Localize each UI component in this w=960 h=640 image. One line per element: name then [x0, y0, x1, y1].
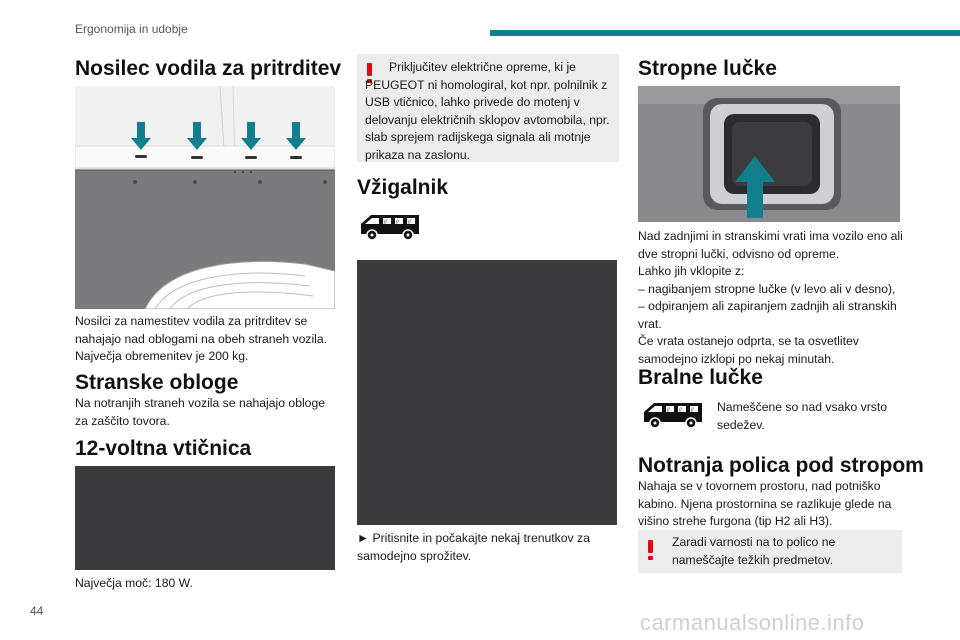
section-title-side-panels: Stranske obloge — [75, 371, 239, 394]
rail-brackets-text: Nosilci za namestitev vodila za pritrditev se nahajajo nad oblogami na obeh straneh vozila. Največja obremenitev je 200 kg. — [75, 314, 328, 363]
svg-text://: // — [667, 407, 670, 414]
warning-box-electrical — [357, 54, 619, 162]
12v-socket-text: Največja moč: 180 W. — [75, 576, 193, 590]
lighter-instruction-text: ► Pritisnite in počakajte nekaj trenutkov za samodejno sprožitev. — [357, 531, 590, 563]
svg-text://: // — [408, 219, 411, 226]
warning-shelf-text: Zaradi varnosti na to polico ne nameščajte težkih predmetov. — [672, 535, 836, 567]
svg-text://: // — [679, 407, 682, 414]
side-panels-text: Na notranjih straneh vozila se nahajajo obloge za zaščito tovora. — [75, 396, 326, 428]
svg-text://: // — [384, 219, 387, 226]
reading-lamps-text: Nameščene so nad vsako vrsto sedežev. — [717, 400, 888, 432]
warning-exclamation-icon — [648, 540, 654, 560]
12v-socket-image — [75, 466, 335, 570]
svg-text://: // — [691, 407, 694, 414]
van-icon — [640, 400, 706, 430]
svg-text://: // — [396, 219, 399, 226]
section-title-reading-lamps: Bralne lučke — [638, 366, 763, 389]
rail-brackets-illustration — [75, 86, 335, 309]
overhead-shelf-text: Nahaja se v tovornem prostoru, nad potniško kabino. Njena prostornina se razlikuje glede na višino strehe furgona (tip H2 ali H3). — [638, 479, 892, 528]
watermark: carmanualsonline.info — [640, 610, 865, 635]
ceiling-lamp-illustration — [638, 86, 900, 222]
page-number: 44 — [30, 604, 44, 618]
van-icon — [357, 212, 423, 242]
header-accent-bar — [490, 30, 960, 36]
section-title-12v-socket: 12-voltna vtičnica — [75, 437, 252, 460]
section-title-lighter: Vžigalnik — [357, 176, 449, 199]
section-title-overhead-shelf: Notranja polica pod stropom — [638, 454, 924, 477]
running-header: Ergonomija in udobje — [75, 22, 188, 36]
warning-box-shelf — [638, 530, 902, 573]
warning-electrical-text: Priključitev električne opreme, ki je PEUGEOT ni homologiral, kot npr. polnilnik z USB vtičnico, lahko privede do motenj v delovanju električnih sklopov avtomobila, npr. slab sprejem radijskega signala ali motnje prikaza na zaslonu. — [365, 60, 610, 162]
section-title-ceiling-lamps: Stropne lučke — [638, 57, 777, 80]
lighter-image — [357, 260, 617, 525]
section-title-rail-brackets: Nosilec vodila za pritrditev — [75, 57, 342, 80]
ceiling-lamps-text: Nad zadnjimi in stranskimi vrati ima vozilo eno ali dve stropni lučki, odvisno od opreme. Lahko jih vklopite z: – nagibanjem stropne lučke (v levo ali v desno), – odpiranjem ali zapiranjem zadnjih ali stranskih vrat. Če vrata ostanejo odprta, se ta osvetlitev samodejno izklopi po nekaj minutah. — [638, 229, 903, 366]
